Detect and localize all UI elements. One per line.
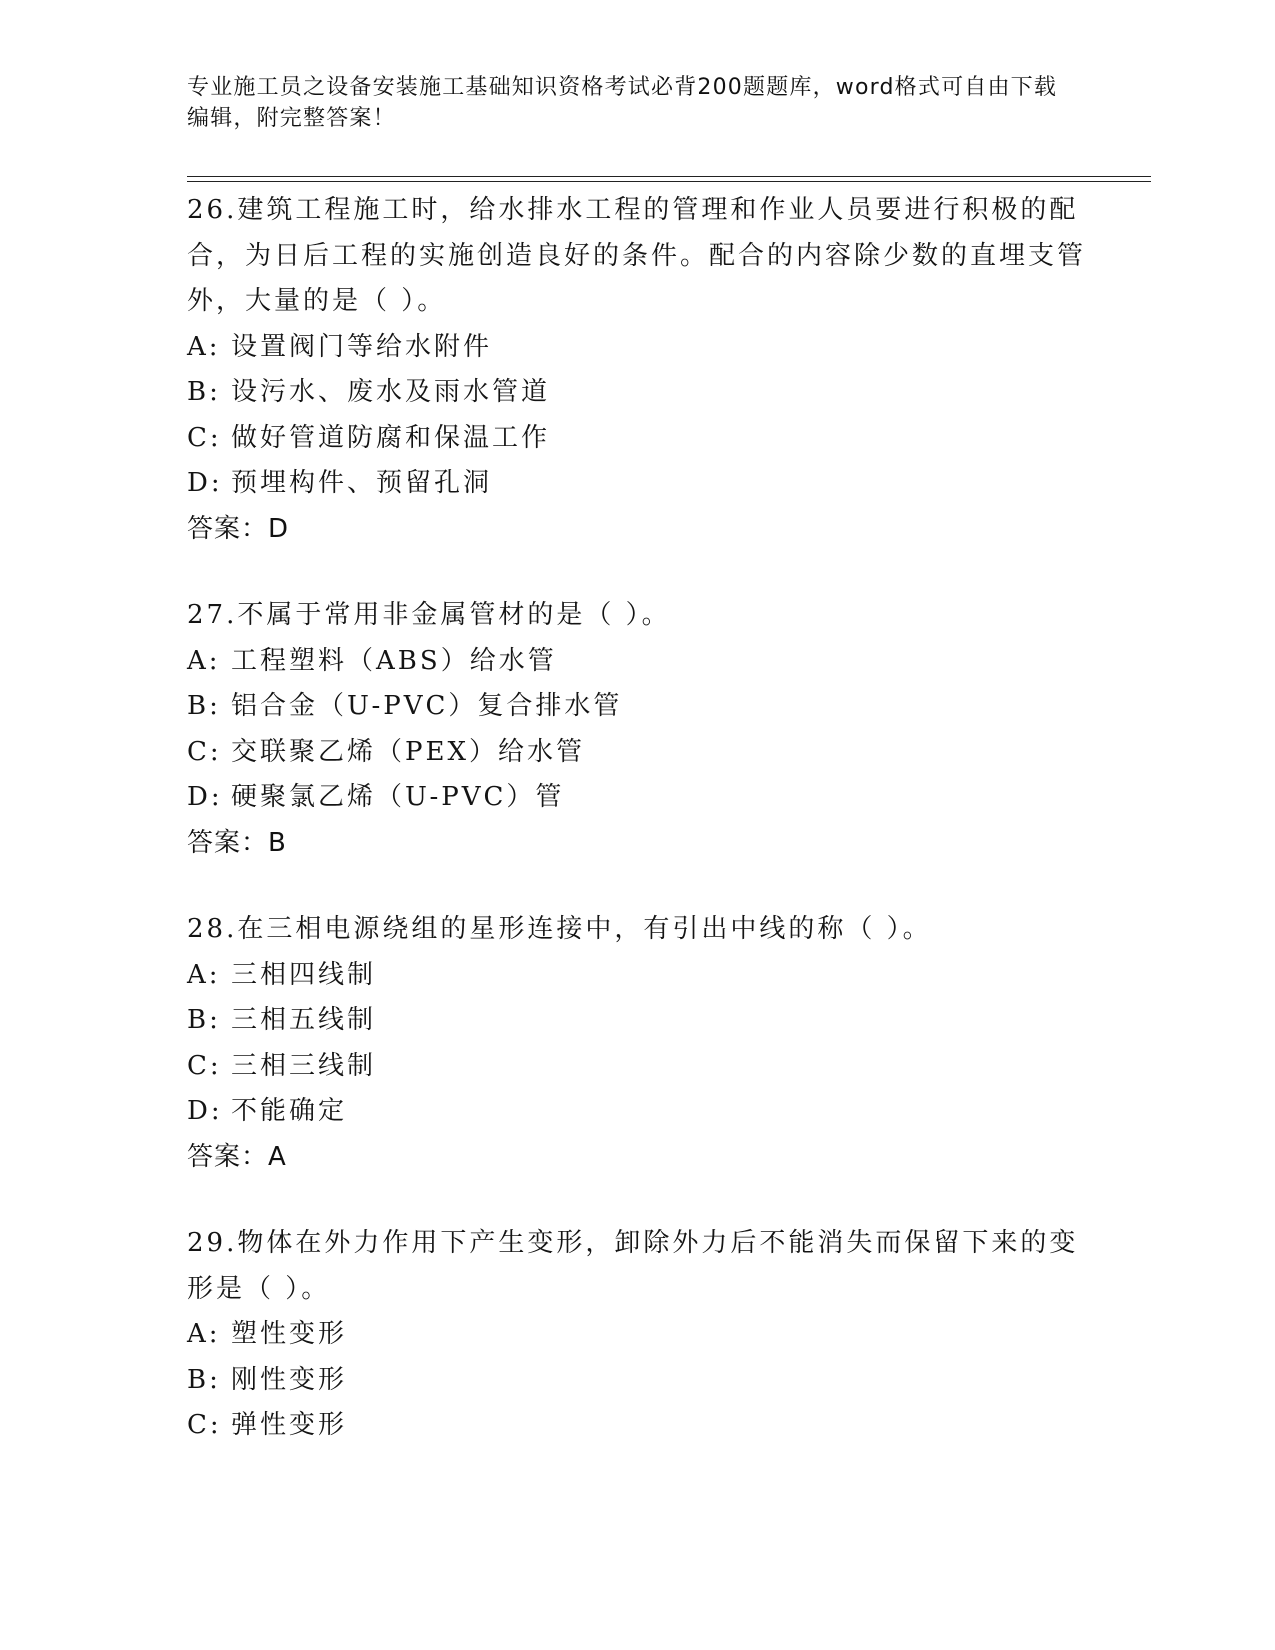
option-key: D: xyxy=(187,468,223,498)
option-b xyxy=(187,1358,1087,1404)
header-divider-bottom xyxy=(187,181,1151,182)
option-c xyxy=(187,730,1087,776)
option-c xyxy=(187,1044,1087,1090)
option-key: B: xyxy=(187,377,221,407)
option-text: 塑性变形 xyxy=(231,1319,348,1349)
option-key: C: xyxy=(187,1050,222,1081)
answer-text: 答案：B xyxy=(187,827,287,858)
option-a xyxy=(187,639,1087,685)
question-text: 26.建筑工程施工时，给水排水工程的管理和作业人员要进行积极的配合，为日后工程的实施创造良好的条件。配合的内容除少数的直埋支管外，大量的是（ ）。 xyxy=(187,195,1087,316)
option-a xyxy=(187,325,1087,371)
answer-text: 答案：A xyxy=(187,1141,287,1172)
document-header: 专业施工员之设备安装施工基础知识资格考试必背200题题库，word格式可自由下载编辑，附完整答案！ xyxy=(187,75,1058,131)
option-a xyxy=(187,1312,1087,1358)
option-key: D: xyxy=(187,782,223,812)
option-d xyxy=(187,775,1087,821)
option-key: A: xyxy=(187,331,221,362)
option-text: 铝合金（U-PVC）复合排水管 xyxy=(231,691,623,721)
question-text: 29.物体在外力作用下产生变形，卸除外力后不能消失而保留下来的变形是（ ）。 xyxy=(187,1228,1079,1304)
option-b xyxy=(187,370,1087,416)
option-text: 三相五线制 xyxy=(231,1005,377,1035)
question-28 xyxy=(187,907,1087,1180)
question-list xyxy=(187,188,1087,1490)
option-key: C: xyxy=(187,736,222,767)
option-text: 设污水、废水及雨水管道 xyxy=(231,377,551,407)
question-29 xyxy=(187,1221,1087,1449)
option-d xyxy=(187,1089,1087,1135)
option-text: 预埋构件、预留孔洞 xyxy=(231,468,493,498)
option-c xyxy=(187,416,1087,462)
option-text: 做好管道防腐和保温工作 xyxy=(231,422,551,453)
option-text: 工程塑料（ABS）给水管 xyxy=(231,645,557,676)
option-key: B: xyxy=(187,1364,221,1395)
option-text: 硬聚氯乙烯（U-PVC）管 xyxy=(231,782,565,812)
option-text: 不能确定 xyxy=(231,1096,348,1126)
question-text: 28.在三相电源绕组的星形连接中，有引出中线的称（ ）。 xyxy=(187,914,932,944)
question-text: 27.不属于常用非金属管材的是（ ）。 xyxy=(187,600,671,630)
option-d xyxy=(187,461,1087,507)
option-a xyxy=(187,953,1087,999)
option-key: A: xyxy=(187,645,221,676)
option-b xyxy=(187,998,1087,1044)
option-key: B: xyxy=(187,1005,221,1035)
option-text: 三相三线制 xyxy=(231,1050,377,1081)
option-key: C: xyxy=(187,1410,222,1440)
option-key: B: xyxy=(187,691,221,721)
option-c xyxy=(187,1403,1087,1449)
question-26 xyxy=(187,188,1087,552)
question-27 xyxy=(187,593,1087,866)
option-key: A: xyxy=(187,1319,221,1349)
option-b xyxy=(187,684,1087,730)
option-key: D: xyxy=(187,1096,223,1126)
option-key: C: xyxy=(187,422,222,453)
answer-text: 答案：D xyxy=(187,513,290,544)
option-text: 三相四线制 xyxy=(231,959,377,990)
header-divider-top xyxy=(187,176,1151,177)
option-key: A: xyxy=(187,959,221,990)
option-text: 弹性变形 xyxy=(231,1410,348,1440)
option-text: 刚性变形 xyxy=(231,1364,348,1395)
option-text: 设置阀门等给水附件 xyxy=(231,331,493,362)
option-text: 交联聚乙烯（PEX）给水管 xyxy=(231,736,585,767)
